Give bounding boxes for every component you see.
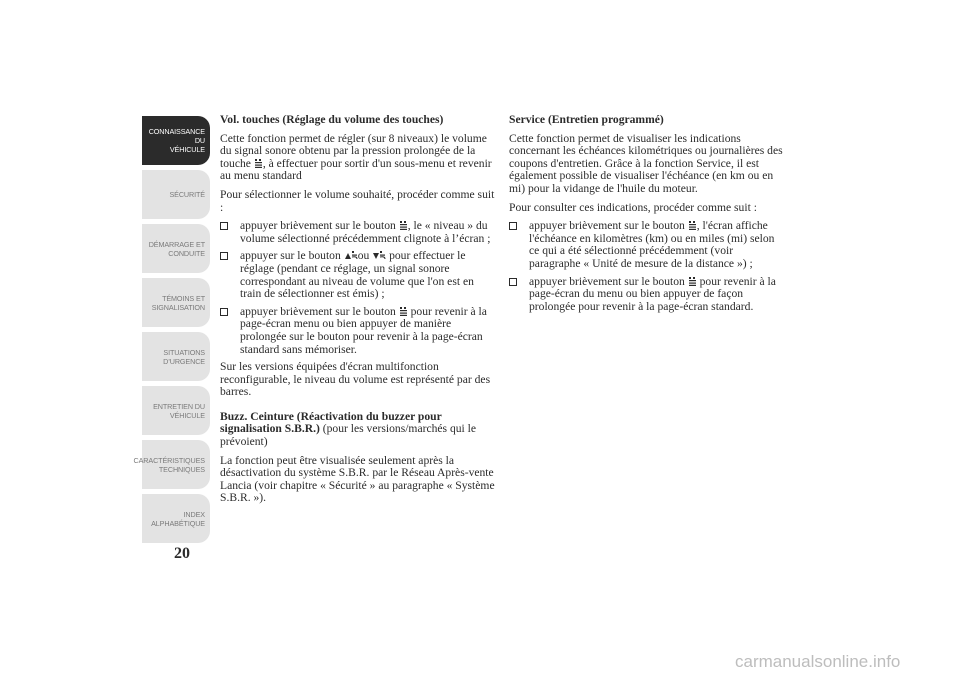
paragraph: Cette fonction permet de visualiser les indications concernant les échéances kilométriques ou journalières des coupons d'entretien. Grâce à la fonction Service, il est également possible de visualiser l'échéance (en km ou en mi) pour la vidange de l'huile du moteur.: [509, 131, 783, 195]
tab-label: DÉMARRAGE ET CONDUITE: [148, 239, 205, 258]
text-column-right: [509, 114, 784, 318]
heading-suffix: (pour les versions/marchés qui le prévoient): [220, 422, 477, 449]
checkbox-bullet-icon: [509, 278, 517, 286]
section-heading-service: Service (Entretien programmé): [509, 113, 664, 126]
list-item: [220, 250, 495, 300]
text: appuyer brièvement sur le bouton: [529, 274, 688, 288]
up-button-icon: [344, 250, 358, 260]
menu-button-icon: [399, 306, 408, 316]
text: appuyer brièvement sur le bouton: [240, 219, 399, 233]
checkbox-bullet-icon: [220, 222, 228, 230]
page-number: 20: [174, 545, 190, 562]
tab-label: CONNAISSANCE DU VÉHICULE: [148, 127, 205, 154]
text: , le « niveau » du volume sélectionné précédemment clignote à l’écran ;: [240, 219, 491, 245]
tab-index-alphabetique[interactable]: [142, 494, 210, 543]
tab-temoins-et-signalisation[interactable]: [142, 278, 210, 327]
text: pour revenir à la page-écran du menu ou bien appuyer de façon prolongée pour revenir à la page-écran standard.: [529, 274, 776, 313]
paragraph: Pour sélectionner le volume souhaité, procéder comme suit :: [220, 187, 495, 214]
checkbox-bullet-icon: [220, 308, 228, 316]
tab-label: ENTRETIEN DU VÉHICULE: [153, 401, 205, 420]
watermark: carmanualsonline.info: [735, 652, 901, 671]
list-item: [509, 276, 784, 314]
list-item: [220, 306, 495, 356]
text: , à effectuer pour sortir d'un sous-menu et revenir au menu standard: [220, 156, 492, 183]
tab-label: SITUATIONS D’URGENCE: [163, 347, 205, 366]
text: pour revenir à la page-écran menu ou bien appuyer de manière prolongée sur le bouton pour revenir à la page-écran standard sans mémoriser.: [240, 304, 487, 356]
section-heading-buzz-ceinture: [220, 411, 495, 449]
list-item: [220, 220, 495, 245]
tab-demarrage-et-conduite[interactable]: [142, 224, 210, 273]
tab-entretien-du-vehicule[interactable]: [142, 386, 210, 435]
tab-label: TÉMOINS ET SIGNALISATION: [151, 293, 205, 312]
paragraph: Pour consulter ces indications, procéder comme suit :: [509, 200, 757, 214]
checkbox-bullet-icon: [220, 252, 228, 260]
list-item: [509, 220, 784, 270]
tab-label: CARACTÉRISTIQUES TECHNIQUES: [133, 455, 205, 474]
text: , l'écran affiche l'échéance en kilomètres (km) ou en miles (mi) selon ce qui a été sélectionné précédemment (voir paragraphe « Unité de mesure de la distance ») ;: [529, 219, 775, 270]
tab-situations-d-urgence[interactable]: [142, 332, 210, 381]
text: pour effectuer le réglage (pendant ce réglage, un signal sonore correspondant au niveau de volume que l'on est en train de sélectionner est émis) ;: [240, 249, 474, 301]
menu-button-icon: [688, 276, 697, 286]
text-column-left: [220, 114, 495, 511]
tab-securite[interactable]: [142, 170, 210, 219]
section-heading-vol-touches: Vol. touches (Réglage du volume des touches): [220, 113, 444, 126]
text: appuyer brièvement sur le bouton: [240, 304, 399, 318]
text: appuyer sur le bouton: [240, 249, 344, 263]
chapter-tabs: [133, 116, 210, 548]
menu-button-icon: [399, 220, 408, 230]
tab-label: INDEX ALPHABÉTIQUE: [151, 509, 205, 528]
text: Cette fonction permet de régler (sur 8 niveaux) le volume du signal sonore obtenu par la pression prolongée de la touche: [220, 131, 487, 170]
menu-button-icon: [688, 220, 697, 230]
down-button-icon: [372, 250, 386, 260]
paragraph: Sur les versions équipées d'écran multifonction reconfigurable, le niveau du volume est représenté par des barres.: [220, 360, 491, 399]
menu-button-icon: [254, 158, 263, 168]
heading-text: Buzz. Ceinture (Réactivation du buzzer pour signalisation S.B.R.): [220, 409, 442, 436]
tab-caracteristiques-techniques[interactable]: [133, 440, 210, 489]
paragraph: La fonction peut être visualisée seulement après la désactivation du système S.B.R. par le Réseau Après-vente Lancia (voir chapitre « Sécurité » au paragraphe « Système S.B.R. »).: [220, 453, 495, 505]
checkbox-bullet-icon: [509, 222, 517, 230]
paragraph: [220, 133, 495, 183]
text: ou: [357, 249, 373, 263]
text: appuyer brièvement sur le bouton: [529, 219, 688, 233]
tab-connaissance-du-vehicule[interactable]: [142, 116, 210, 165]
tab-label: SÉCURITÉ: [169, 190, 205, 199]
